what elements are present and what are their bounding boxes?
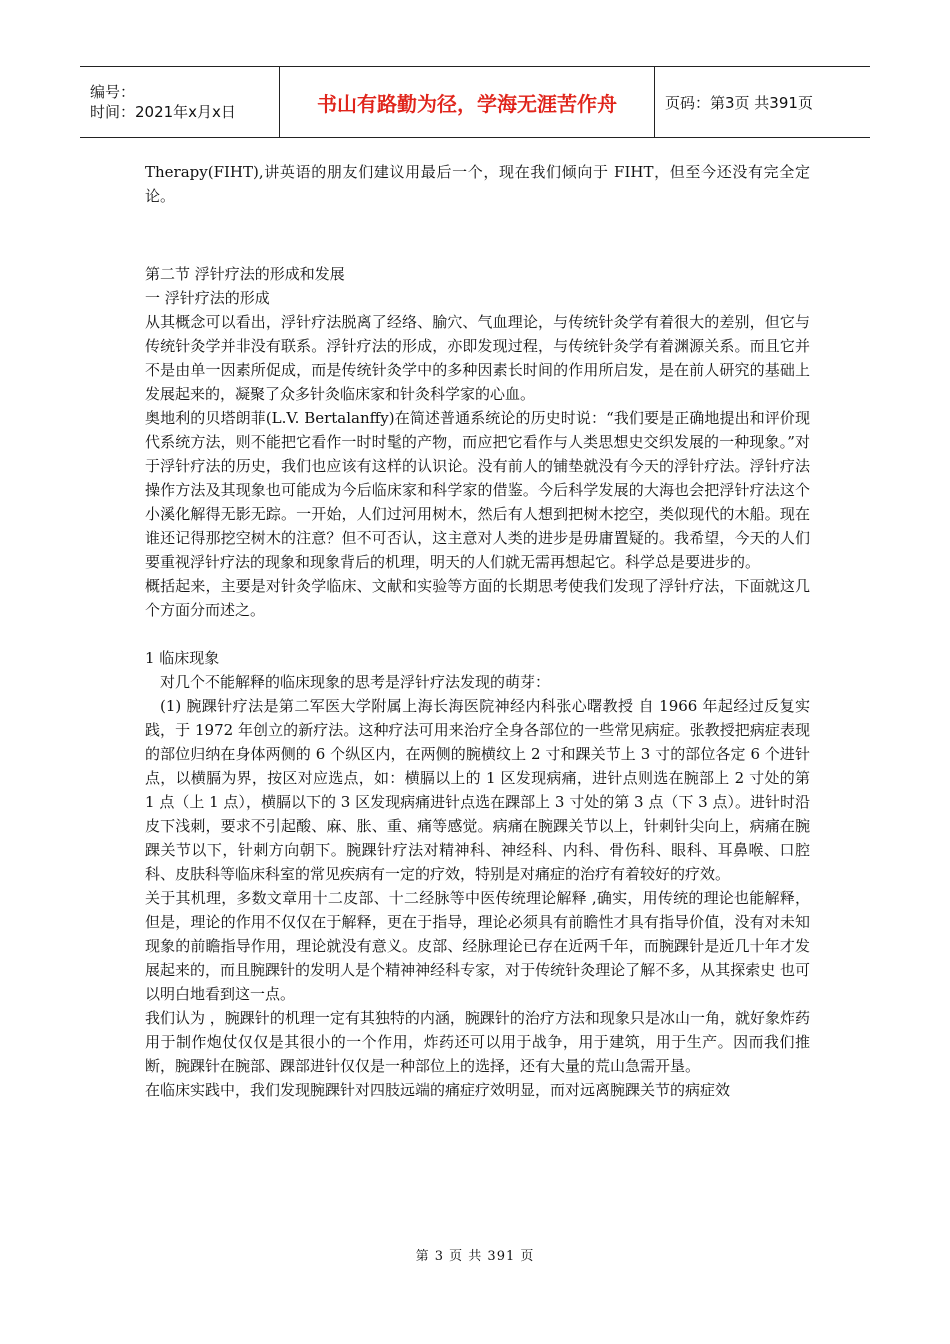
document-number-label: 编号：	[90, 83, 136, 101]
header-meta	[80, 67, 280, 137]
page-header	[80, 66, 870, 138]
item-heading: 1 临床现象	[145, 649, 220, 667]
paragraph: 我们认为 ，腕踝针的机理一定有其独特的内涵，腕踝针的治疗方法和现象只是冰山一角，就好象炸药用于制作炮仗仅仅是其很小的一个作用，炸药还可以用于战争，用于建筑，用于生产。因而我们推断，腕踝针在腕部、踝部进针仅仅是一种部位上的选择，还有大量的荒山急需开垦。	[145, 1009, 810, 1075]
document-date: 时间：2021年x月x日	[90, 103, 236, 121]
paragraph: 从其概念可以看出，浮针疗法脱离了经络、腧穴、气血理论，与传统针灸学有着很大的差别，但它与传统针灸学并非没有联系。浮针疗法的形成，亦即发现过程，与传统针灸学有着渊源关系。而且它并不是由单一因素所促成，而是传统针灸学中的多种因素长时间的作用所启发，是在前人研究的基础上发展起来的，凝聚了众多针灸临床家和针灸科学家的心血。	[145, 313, 810, 403]
section-heading: 第二节 浮针疗法的形成和发展	[145, 265, 345, 283]
paragraph: (1) 腕踝针疗法是第二军医大学附属上海长海医院神经内科张心曙教授 自 1966 年起经过反复实践，于 1972 年创立的新疗法。这种疗法可用来治疗全身各部位的一些常见病症。张教授把病症表现的部位归纳在身体两侧的 6 个纵区内，在两侧的腕横纹上 2 寸和踝关节上 3 寸的部位各定 6 个进针点，以横膈为界，按区对应选点，如：横膈以上的 1 区发现病痛，进针点则选在腕部上 2 寸处的第 1 点（上 1 点），横膈以下的 3 区发现病痛进针点选在踝部上 3 寸处的第 3 点（下 3 点）。进针时沿皮下浅刺，要求不引起酸、麻、胀、重、痛等感觉。病痛在腕踝关节以上，针刺针尖向上，病痛在腕踝关节以下，针刺方向朝下。腕踝针疗法对精神科、神经科、内科、骨伤科、眼科、耳鼻喉、口腔科、皮肤科等临床科室的常见疾病有一定的疗效，特别是对痛症的治疗有着较好的疗效。	[145, 697, 810, 883]
paragraph: 对几个不能解释的临床现象的思考是浮针疗法发现的萌芽：	[160, 673, 551, 691]
document-body	[145, 160, 810, 1102]
paragraph: 概括起来，主要是对针灸学临床、文献和实验等方面的长期思考使我们发现了浮针疗法，下面就这几个方面分而述之。	[145, 577, 810, 619]
paragraph: Therapy(FIHT),讲英语的朋友们建议用最后一个，现在我们倾向于 FIHT，但至今还没有完全定论。	[145, 163, 810, 205]
subsection-heading: 一 浮针疗法的形成	[145, 289, 270, 307]
header-motto: 书山有路勤为径，学海无涯苦作舟	[280, 67, 655, 137]
paragraph: 奥地利的贝塔朗菲(L.V. Bertalanffy)在简述普通系统论的历史时说：“我们要是正确地提出和评价现代系统方法，则不能把它看作一时时髦的产物，而应把它看作与人类思想史交织发展的一种现象。”对于浮针疗法的历史，我们也应该有这样的认识论。没有前人的铺垫就没有今天的浮针疗法。浮针疗法操作方法及其现象也可能成为今后临床家和科学家的借鉴。今后科学发展的大海也会把浮针疗法这个小溪化解得无影无踪。一开始，人们过河用树木，然后有人想到把树木挖空，类似现代的木船。现在谁还记得那挖空树木的注意？但不可否认，这主意对人类的进步是毋庸置疑的。我希望，今天的人们要重视浮针疗法的现象和现象背后的机理，明天的人们就无需再想起它。科学总是要进步的。	[145, 409, 810, 571]
paragraph: 关于其机理，多数文章用十二皮部、十二经脉等中医传统理论解释 ,确实，用传统的理论也能解释，但是，理论的作用不仅仅在于解释，更在于指导，理论必须具有前瞻性才具有指导价值，没有对未知现象的前瞻指导作用，理论就没有意义。皮部、经脉理论已存在近两千年，而腕踝针是近几十年才发展起来的，而且腕踝针的发明人是个精神神经科专家，对于传统针灸理论了解不多，从其探索史 也可以明白地看到这一点。	[145, 889, 810, 1003]
header-page-info: 页码：第3页 共391页	[665, 93, 813, 112]
paragraph: 在临床实践中，我们发现腕踝针对四肢远端的痛症疗效明显，而对远离腕踝关节的病症效	[145, 1081, 731, 1099]
page-footer: 第 3 页 共 391 页	[415, 1249, 535, 1264]
